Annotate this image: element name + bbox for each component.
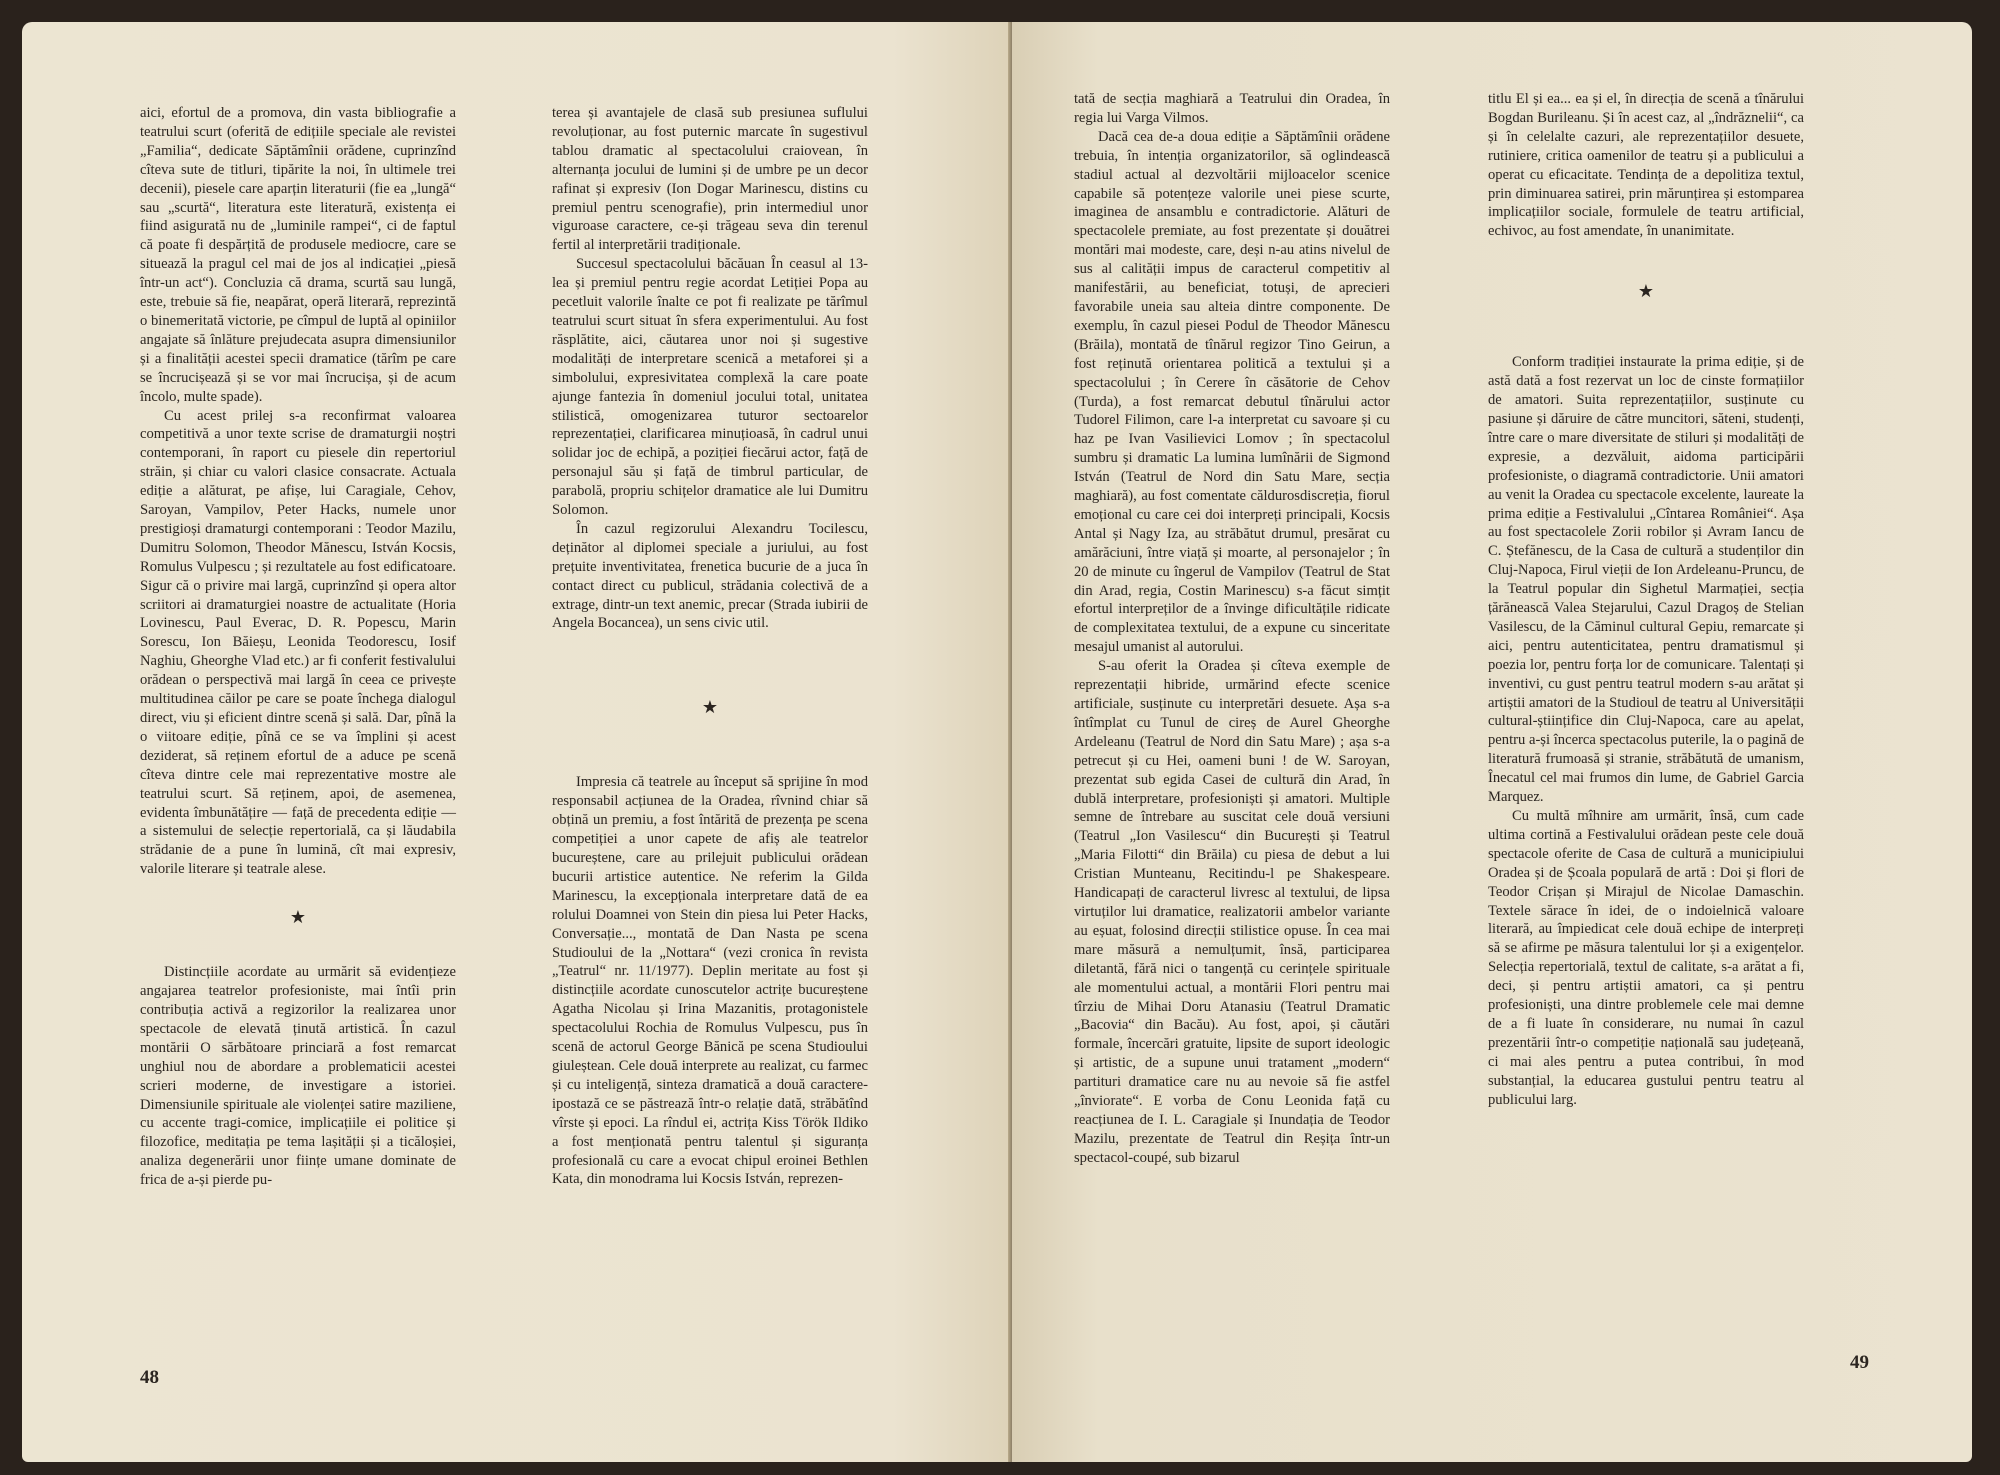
paragraph: S-au oferit la Oradea și cîteva exemple de reprezentații hibride, urmărind efecte scenice artificiale, susținute cu interpretări desuete. Așa s-a întîmplat cu Tunul de cireș de Aurel Gheorghe Ardeleanu (Teatrul de Nord din Satu Mare) ; așa s-a petrecut și cu Hei, oameni buni ! de W. Saroyan, prezentat sub egida Casei de cultură din Arad, în dublă interpretare, profesioniști și amatori. Multiple semne de întrebare au suscitat cele două versiuni (Teatrul „Ion Vasilescu“ din București și Teatrul „Maria Filotti“ din Brăila) cu piesa de debut a lui Cristian Munteanu, Recitindu-l pe Shakespeare. Handicapați de caracterul livresc al textului, de lipsa virtuților lui dramatice, realizatorii ambelor variante au eșuat, folosind direcții stilistice opuse. În cea mai mare măsură a nemulțumit, însă, participarea diletantă, fără nici o tangență cu cerințele spirituale ale momentului actual, a montării Flori pentru mai tîrziu de Mihai Doru Atanasiu (Teatrul Dramatic „Bacovia“ din Bacău). Au fost, apoi, și căutări formale, încercări gratuite, lipsite de suport ideologic și artistic, de a supune unui tratament „modern“ partituri dramatice care nu au nevoie să fie astfel „înviorate“. E vorba de Conu Leonida față cu reacțiunea de I. L. Caragiale și Inundația de Teodor Mazilu, prezentate de Teatrul din Reșița într-un spectacol-coupé, sub bizarul (1074, 658, 1390, 1166)
paragraph: Distincțiile acordate au urmărit să evidențieze angajarea teatrelor profesioniste, mai întîi prin contribuția activă a regizorilor la realizarea unor spectacole de elevată ținută artistică. În cazul montării O sărbătoare princiară a fost remarcat unghiul nou de abordare a problematicii acestei scrieri moderne, de investigare a istoriei. Dimensiunile spirituale ale violenței satire maziliene, cu accente tragi-comice, implicațiile ei politice și filozofice, meditația pe tema lașității și a ticăloșiei, analiza degenerării unor ființe umane dominate de frica de a-și pierde pu- (140, 964, 456, 1189)
page-number-left: 48 (140, 1367, 159, 1388)
section-divider-star: ★ (1637, 281, 1655, 302)
right-page (1012, 22, 1972, 1462)
paragraph: terea și avantajele de clasă sub presiunea suflului revoluționar, au fost puternic marcate în sugestivul tablou dramatic al spectacolului craiovean, în alternanța jocului de lumini și de umbre pe un decor rafinat și expresiv (Ion Dogar Marinescu, distins cu premiul pentru scenografie), prin intermediul unor viguroase caractere, ce-și trăgeau seva din terenul fertil al interpretării tradiționale. (552, 105, 868, 254)
column-2 (552, 104, 868, 1189)
paragraph: Impresia că teatrele au început să sprijine în mod responsabil acțiunea de la Oradea, rîvnind chiar să obțină un premiu, a fost întărită de prezența pe scena competiției a unor capete de afiș ale teatrelor bucureștene, care au prilejuit publicului orădean bucurii artistice autentice. Ne referim la Gilda Marinescu, la excepționala interpretare dată de ea rolului Doamnei von Stein din piesa lui Peter Hacks, Conversație..., montată de Dan Nasta pe scena Studioului de la „Nottara“ (vezi cronica în revista „Teatrul“ nr. 11/1977). Deplin meritate au fost și distincțiile acordate cunoscutelor actrițe bucureștene Agatha Nicolau și Irina Mazanitis, protagonistele spectacolului Rochia de Romulus Vulpescu, pus în scenă de actorul George Bănică pe scena Studioului giuleștean. Cele două interprete au realizat, cu farmec și cu inteligență, sinteza dramatică a două caractere-ipostază ce se păstrează într-o relație dată, străbătînd vîrste și epoci. La rîndul ei, actrița Kiss Török Ildiko a fost menționată pentru talentul și siguranța profesională cu care a evocat chipul eroinei Bethlen Kata, din monodrama lui Kocsis István, reprezen- (552, 774, 868, 1188)
column-3 (1074, 90, 1390, 1168)
paragraph: aici, efortul de a promova, din vasta bibliografie a teatrului scurt (oferită de edițiile speciale ale revistei „Familia“, dedicate Săptămînii orădene, cuprinzînd cîteva sute de titluri, tipărite la noi, în ultimele trei decenii), piesele care aparțin literaturii (fie ea „lungă“ sau „scurtă“, literatura este literatură, existența ei fiind asigurată nu de „luminile rampei“, ci de faptul că poate fi despărțită de produsele mediocre, care se situează la pragul cel mai de jos al indicației „piesă într-un act“). Concluzia că drama, scurtă sau lungă, este, trebuie să fie, neapărat, operă literară, reprezintă o binemeritată victorie, pe cîmpul de luptă al opiniilor angajate să înlăture prejudecata asupra dimensiunilor și a finalității acestei specii dramatice (tărîm pe care se încrucișează și se vor mai încrucișa, și de acum încolo, multe spade). (140, 105, 456, 405)
paragraph: Dacă cea de-a doua ediție a Săptămînii orădene trebuia, în intenția organizatorilor, să oglindească stadiul actual al dezvoltării mijloacelor scenice capabile să potențeze valorile unei piese scurte, imaginea de ansamblu e contradictorie. Alături de spectacolele premiate, au fost prezentate și douătrei montări mai modeste, care, deși n-au atins nivelul de sus al calității impus de caracterul competitiv al manifestării, au beneficiat, totuși, de aprecieri favorabile uneia sau alteia dintre componente. De exemplu, în cazul piesei Podul de Theodor Mănescu (Brăila), montată de tînărul regizor Tino Geirun, a fost reținută orientarea politică a textului și a spectacolului ; în Cerere în căsătorie de Cehov (Turda), a fost remarcat debutul tînărului actor Tudorel Filimon, care l-a interpretat cu savoare și cu haz pe Ivan Vasilievici Lomov ; în spectacolul sumbru și dramatic La lumina lumînării de Sigmond István (Teatrul de Nord din Satu Mare, secția maghiară), au fost comentate căldurosdiscreția, fiorul emoțional cu care cei doi interpreți principali, Kocsis Antal și Nagy Iza, au străbătut drumul, presărat cu amărăciuni, între viață și moarte, al personajelor ; în 20 de minute cu îngerul de Vampilov (Teatrul de Stat din Arad, regia, Costin Marinescu) s-a făcut simțit efortul interpreților de a învinge dificultățile ridicate de complexitatea textului, de a expune cu sinceritate mesajul umanist al autorului. (1074, 128, 1390, 656)
page-number-right: 49 (1850, 1352, 1869, 1373)
paragraph: Cu acest prilej s-a reconfirmat valoarea competitivă a unor texte scrise de dramaturgii noștri contemporani, în raport cu piesele din repertoriul străin, și chiar cu valori clasice consacrate. Actuala ediție a alăturat, pe afișe, lui Caragiale, Cehov, Saroyan, Vampilov, Peter Hacks, numele unor prestigioși dramaturgi contemporani : Teodor Mazilu, Dumitru Solomon, Theodor Mănescu, István Kocsis, Romulus Vulpescu ; și rezultatele au fost edificatoare. Sigur că o privire mai largă, cuprinzînd și opera altor scriitori ai dramaturgiei noastre de actualitate (Horia Lovinescu, Paul Everac, D. R. Popescu, Marin Sorescu, Ion Băieșu, Leonida Teodorescu, Iosif Naghiu, Gheorghe Vlad etc.) ar fi conferit festivalului orădean o perspectivă mai largă în ceea ce privește multitudinea căilor pe care se poate închega dialogul direct, viu și eficient dintre scenă și sală. Dar, pînă la o viitoare ediție, pînă ce se va împlini și acest deziderat, să reținem efortul de a aduce pe scenă cîteva dintre cele mai reprezentative mostre ale teatrului scurt. Să reținem, apoi, de asemenea, evidenta îmbunătățire — față de precedenta ediție — a sistemului de selecție repertorială, ca și lăudabila strădanie de a pune în lumină, cît mai expresiv, valorile literare și teatrale alese. (140, 407, 456, 878)
paragraph: titlu El și ea... ea și el, în direcția de scenă a tînărului Bogdan Burileanu. Și în acest caz, al „îndrăznelii“, ca și în celelalte cazuri, ale reprezentațiilor desuete, rutiniere, critica oamenilor de teatru și a publicului a operat cu eficacitate. Tendința de a depolitiza textul, prin diminuarea satirei, prin mărunțirea și estomparea implicațiilor sociale, formulele de teatru artificial, echivoc, au fost amendate, în unanimitate. (1488, 91, 1804, 240)
paragraph: Cu multă mîhnire am urmărit, însă, cum cade ultima cortină a Festivalului orădean peste cele două spectacole oferite de Casa de cultură a municipiului Oradea și de Școala populară de artă : Doi și flori de Teodor Crișan și Mirajul de Nicolae Damaschin. Textele sărace în idei, de o indoielnică valoare literară, au împiedicat cele două echipe de interpreți să se afirme pe măsura talentului lor și a exigențelor. Selecția repertorială, textul de calitate, s-a arătat a fi, deci, și pentru artiștii amatori, ca și pentru profesioniști, una dintre problemele cele mai demne de a fi luate în considerare, nu numai în cazul prezentării într-o competiție națională sau județeană, ci mai ales pentru a putea contribui, în mod substanțial, la educarea gustului pentru teatru al publicului larg. (1488, 808, 1804, 1108)
paragraph: tată de secția maghiară a Teatrului din Oradea, în regia lui Varga Vilmos. (1074, 91, 1390, 126)
paragraph: Conform tradiției instaurate la prima ediție, și de astă dată a fost rezervat un loc de cinste formațiilor de amatori. Suita reprezentațiilor, susținute cu pasiune și dăruire de către muncitori, săteni, studenți, între care o mare diversitate de stiluri și modalități de expresie, a dezvăluit, aidoma participării profesioniste, o diagramă contradictorie. Unii amatori au venit la Oradea cu spectacole excelente, laureate la prima ediție a Festivalului „Cîntarea României“. Așa au fost spectacolele Zorii robilor și Avram Iancu de C. Ștefănescu, de la Casa de cultură a studenților din Cluj-Napoca, Firul vieții de Ion Ardeleanu-Pruncu, de la Teatrul popular din Sighetul Marmației, secția țărănească Valea Stejarului, Cazul Dragoș de Stelian Vasilescu, de la Căminul cultural Gepiu, remarcate și aici, pentru autenticitatea, pentru dramatismul și poezia lor, pentru forța lor de comunicare. Talentați și inventivi, cu gust pentru teatrul modern s-au arătat și artiștii amatori de la Studioul de teatru al Universității cultural-științifice din Cluj-Napoca, care au apelat, pentru a-și încerca spectacolus puterile, la o pagină de literatură frumoasă și stranie, străbătută de umanism, Înecatul cel mai frumos din lume, de Gabriel Garcia Marquez. (1488, 354, 1804, 806)
paragraph: Succesul spectacolului băcăuan În ceasul al 13-lea și premiul pentru regie acordat Letiției Popa au pecetluit valorile înalte ce pot fi realizate pe tărîmul teatrului scurt situat în sfera experimentului. Au fost răsplătite, aici, căutarea unor noi și sugestive modalități de interpretare scenică a metaforei și a simbolului, expresivitatea complexă la care poate ajunge fantezia în domeniul jocului total, unitatea stilistică, omogenizarea tuturor sectoarelor reprezentației, clarificarea minuțioasă, în cadrul unui solidar joc de echipă, a poziției fiecărui actor, față de personajul său și față de timbrul particular, de parabolă, propriu schițelor dramatice ale lui Dumitru Solomon. (552, 256, 868, 519)
paragraph: În cazul regizorului Alexandru Tocilescu, deținător al diplomei speciale a juriului, au fost prețuite inventivitatea, frenetica bucurie de a juca în contact direct cu publicul, strădania colectivă de a extrage, dintr-un text anemic, precar (Strada iubirii de Angela Bocancea), un sens civic util. (552, 520, 868, 632)
section-divider-star: ★ (289, 907, 307, 928)
column-4 (1488, 90, 1804, 1110)
column-1 (140, 104, 456, 1190)
section-divider-star: ★ (701, 697, 719, 718)
left-page (22, 22, 1012, 1462)
